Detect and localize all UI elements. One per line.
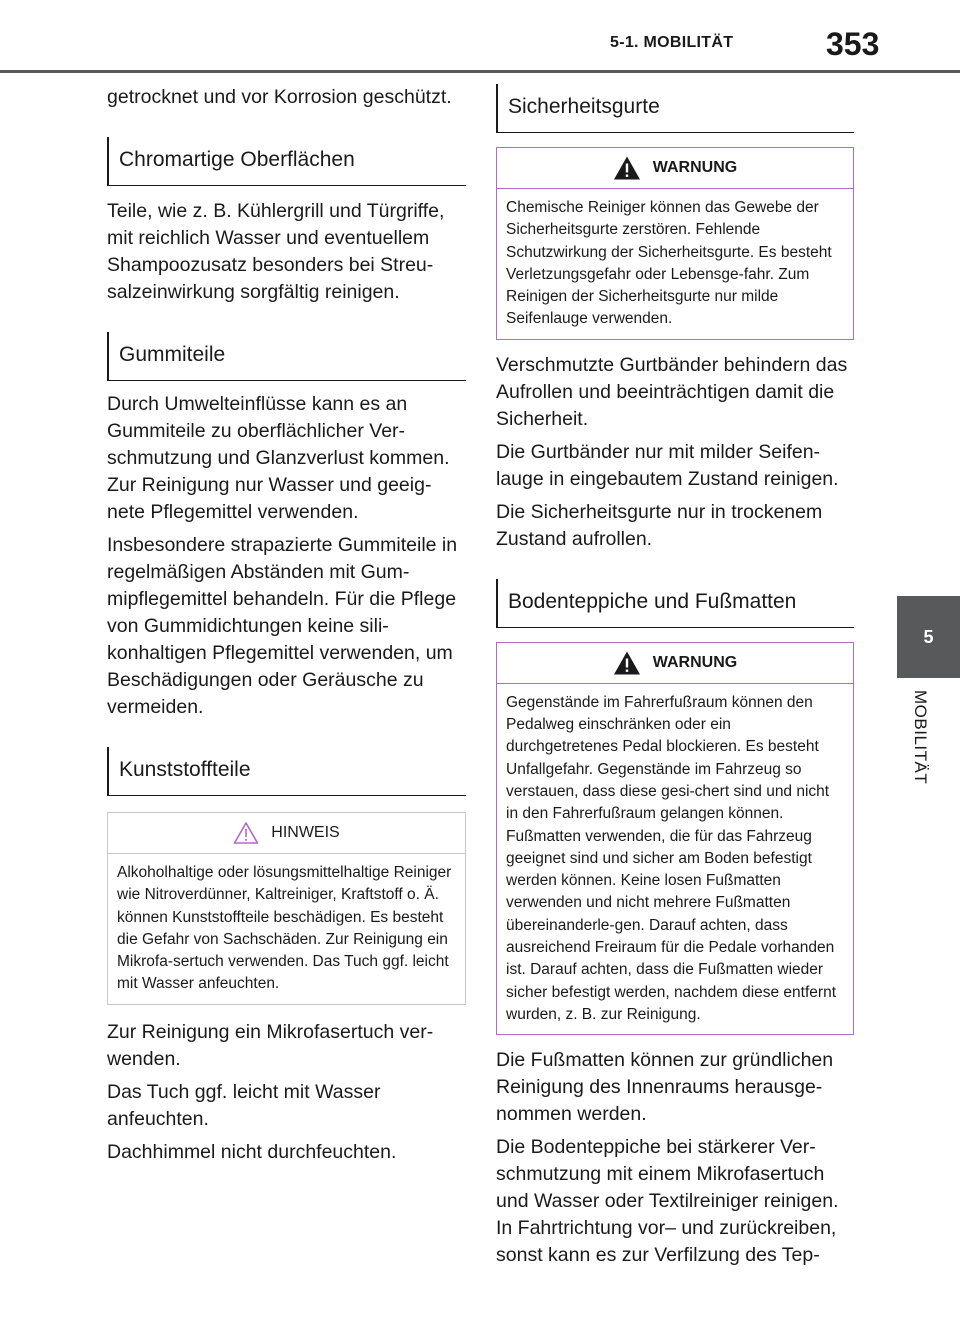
gurte-text-3: Die Sicherheitsgurte nur in trockenem Zustand aufrollen. bbox=[496, 500, 823, 550]
page-number: 353 bbox=[826, 26, 880, 62]
warning-box-fussmatten bbox=[496, 642, 854, 1035]
warning-text: Chemische Reiniger können das Gewebe der Sicherheitsgurte zerstören. Fehlende Schutzwirkung der Sicherheitsgurte. Es besteht Verletzungsgefahr oder Lebensge-fahr. Zum Reinigen der Sicherheitsgurte nur milde Seifenlauge verwenden. bbox=[506, 199, 832, 328]
caution-triangle-icon bbox=[233, 821, 259, 845]
left-column bbox=[107, 84, 466, 1172]
gummi-text-2: Insbesondere strapazierte Gummiteile in regelmäßigen Abständen mit Gum-mipflegemittel behandeln. Für die Pflege von Gummidichtungen keine sili-konhaltigen Pflegemittel verwenden, um Beschädigungen oder Geräusche zu vermeiden. bbox=[107, 534, 458, 718]
header-divider bbox=[0, 70, 960, 73]
chapter-tab-label: MOBILITÄT bbox=[911, 690, 930, 785]
notice-title: HINWEIS bbox=[271, 824, 340, 841]
warning-box-sicherheitsgurte bbox=[496, 147, 854, 340]
heading-kunststoffteile: Kunststoffteile bbox=[107, 747, 466, 796]
gurte-text-1: Verschmutzte Gurtbänder behindern das Aufrollen und beeinträchtigen damit die Sicherheit. bbox=[496, 353, 848, 430]
heading-sicherheitsgurte: Sicherheitsgurte bbox=[496, 84, 854, 133]
right-column bbox=[496, 84, 854, 1275]
warning-triangle-icon bbox=[613, 650, 641, 676]
intro-text: getrocknet und vor Korrosion geschützt. bbox=[107, 86, 452, 108]
warning-title: WARNUNG bbox=[652, 159, 738, 176]
notice-header bbox=[108, 813, 465, 854]
warning-header bbox=[497, 643, 853, 684]
chapter-tab: 5 bbox=[897, 596, 960, 678]
notice-box-hinweis bbox=[107, 812, 466, 1005]
chrom-text: Teile, wie z. B. Kühlergrill und Türgriffe, mit reichlich Wasser und eventuellem Shampoozusatz besonders bei Streu-salzeinwirkung sorgfältig reinigen. bbox=[107, 200, 445, 303]
warning-title: WARNUNG bbox=[652, 653, 738, 671]
teppiche-text-1: Die Fußmatten können zur gründlichen Reinigung des Innenraums herausge-nommen werden. bbox=[496, 1049, 834, 1126]
warning-header bbox=[497, 148, 853, 189]
gummi-text-1: Durch Umwelteinflüsse kann es an Gummiteile zu oberflächlicher Ver-schmutzung und Glanzverlust kommen. Zur Reinigung nur Wasser und geeig-nete Pflegemittel verwenden. bbox=[107, 393, 450, 523]
notice-text: Alkoholhaltige oder lösungsmittelhaltige Reiniger wie Nitroverdünner, Kaltreiniger, Kraftstoff o. Ä. können Kunststoffteile beschädigen. Es besteht die Gefahr von Sachschäden. Zur Reinigung ein Mikrofa-sertuch verwenden. Das Tuch ggf. leicht mit Wasser anfeuchten. bbox=[117, 864, 452, 993]
heading-bodenteppiche-fussmatten: Bodenteppiche und Fußmatten bbox=[496, 579, 854, 628]
gurte-text-2: Die Gurtbänder nur mit milder Seifen-lauge in eingebautem Zustand reinigen. bbox=[496, 440, 839, 490]
kunststoff-text-1: Zur Reinigung ein Mikrofasertuch ver-wenden. bbox=[107, 1020, 434, 1070]
heading-chromartige-oberflaechen: Chromartige Oberflächen bbox=[107, 137, 466, 186]
warning-triangle-icon bbox=[613, 155, 641, 181]
kunststoff-text-2: Das Tuch ggf. leicht mit Wasser anfeuchten. bbox=[107, 1080, 381, 1130]
warning-text: Gegenstände im Fahrerfußraum können den Pedalweg einschränken oder ein durchgetretenes Pedal blockieren. Es besteht Unfallgefahr. Gegenstände im Fahrzeug so verstauen, dass diese gesi-chert sind und nicht in den Fahrerfußraum gelangen können. Fußmatten verwenden, die für das Fahrzeug geeignet sind und sicher am Boden befestigt werden können. Keine losen Fußmatten verwenden und nicht mehrere Fußmatten übereinanderle-gen. Darauf achten, dass ausreichend Freiraum für die Pedale vorhanden ist. Darauf achten, dass die Fußmatten wieder sicher befestigt werden, nachdem diese entfernt wurden, z. B. zur Reinigung. bbox=[506, 693, 836, 1023]
teppiche-text-2: Die Bodenteppiche bei stärkerer Ver-schmutzung mit einem Mikrofasertuch und Wasser oder Textilreiniger reinigen. In Fahrtrichtung vor– und zurückreiben, sonst kann es zur Verfilzung des Tep- bbox=[496, 1136, 839, 1267]
kunststoff-text-3: Dachhimmel nicht durchfeuchten. bbox=[107, 1140, 397, 1163]
heading-gummiteile: Gummiteile bbox=[107, 332, 466, 381]
section-label: 5-1. MOBILITÄT bbox=[610, 34, 734, 51]
